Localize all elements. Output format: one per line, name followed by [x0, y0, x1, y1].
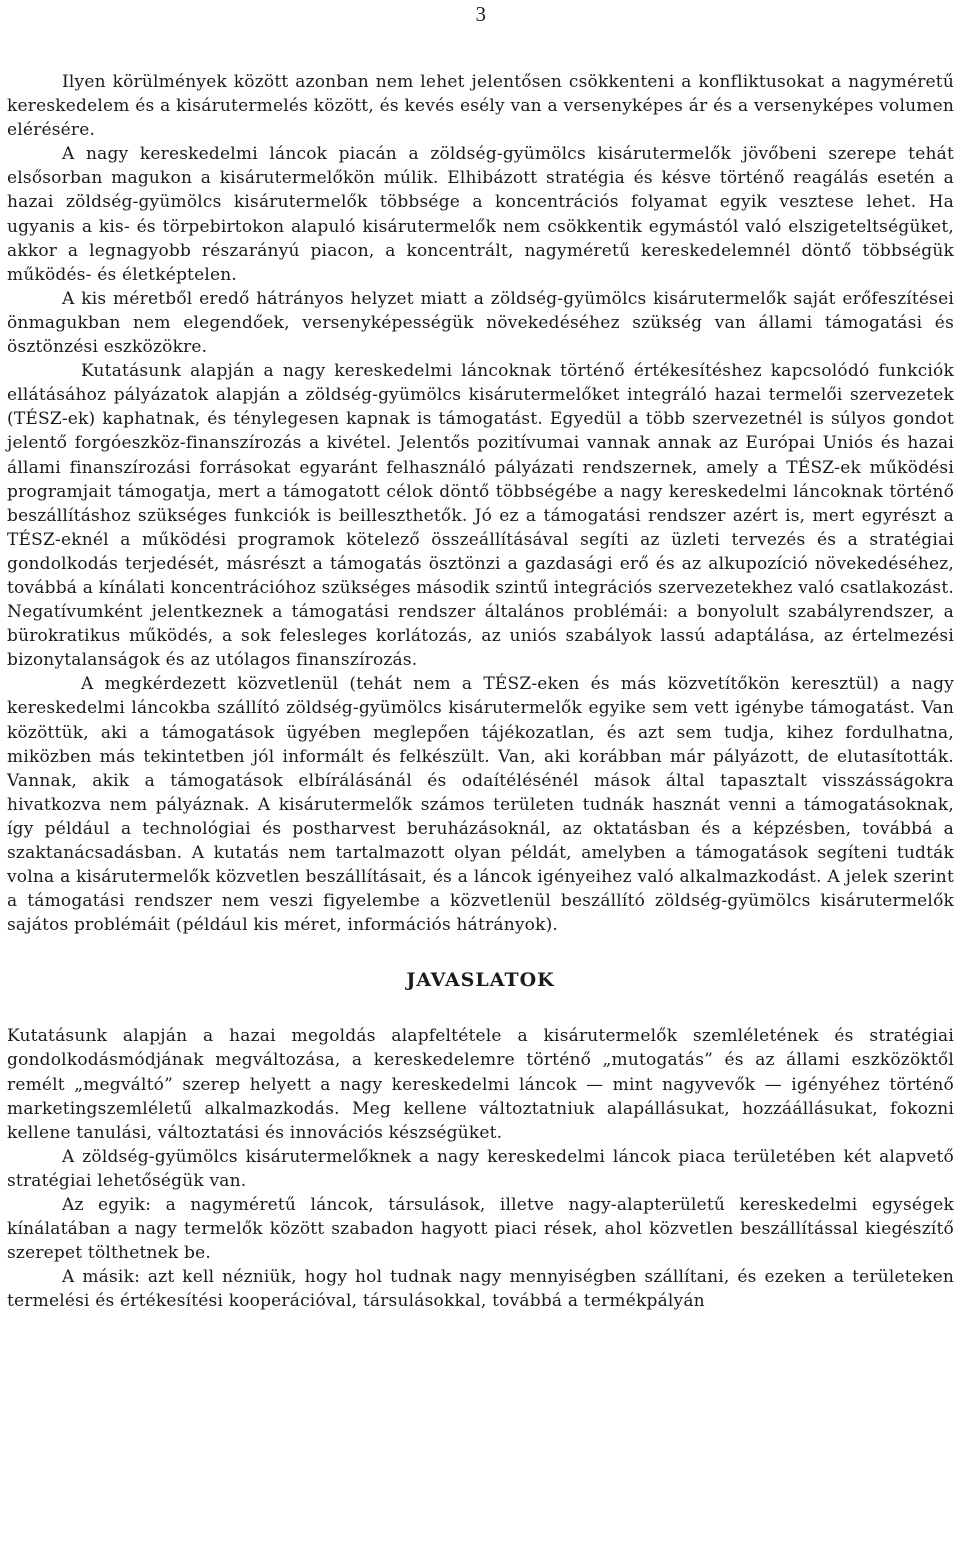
section-heading: JAVASLATOK	[406, 969, 555, 992]
paragraph: A nagy kereskedelmi láncok piacán a zöldség-gyümölcs kisárutermelők jövőbeni szerepe tehát elsősorban magukon a kisárutermelőkön múlik. Elhibázott stratégia és késve történő reagálás esetén a hazai zöldség-gyümölcs kisárutermelők többsége a koncentrációs folyamat egyik vesztese lehet. Ha ugyanis a kis- és törpebirtokon alapuló kisárutermelők nem csökkentik egymástól való elszigeteltségüket, akkor a legnagyobb részarányú piacon, a koncentrált, nagyméretű kereskedelemnél döntő többségük működés- és életképtelen.	[7, 144, 954, 285]
paragraph: Az egyik: a nagyméretű láncok, társulások, illetve nagy-alapterületű kereskedelmi egységek kínálatában a nagy termelők között szabadon hagyott piaci rések, ahol közvetlen beszállítással kiegészítő szerepet tölthetnek be.	[7, 1195, 954, 1264]
paragraph: Kutatásunk alapján a hazai megoldás alapfeltétele a kisárutermelők szemléletének és stratégiai gondolkodásmódjának megváltozása, a kereskedelemre történő „mutogatás” és az állami eszközöktől remélt „megváltó” szerep helyett a nagy kereskedelmi láncok — mint nagyvevők — igényéhez történő marketingszemléletű alkalmazkodás. Meg kellene változtatniuk alapállásukat, hozzáállásukat, fokozni kellene tanulási, változtatási és innovációs készségüket.	[7, 1026, 954, 1143]
paragraph: A zöldség-gyümölcs kisárutermelőknek a nagy kereskedelmi láncok piaca területében két alapvető stratégiai lehetőségük van.	[7, 1146, 954, 1191]
paragraph: A kis méretből eredő hátrányos helyzet miatt a zöldség-gyümölcs kisárutermelők saját erőfeszítései önmagukban nem elegendőek, versenyképességük növekedéséhez szükség van állami támogatási és ösztönzési eszközökre.	[7, 288, 954, 358]
document-body	[7, 70, 954, 1314]
paragraph: A megkérdezett közvetlenül (tehát nem a TÉSZ-eken és más közvetítőkön keresztül) a nagy kereskedelmi láncokba szállító zöldség-gyümölcs kisárutermelők egyike sem vett igénybe támogatást. Van közöttük, aki a támogatások ügyében meglepően tájékozatlan, és azt sem tudja, kihez fordulhatna, miközben más tekintetben jól informált és felkészült. Van, aki korábban már pályázott, de elutasították. Vannak, akik a támogatások elbírálásánál és odaítélésénél mások által tapasztalt visszásságokra hivatkozva nem pályáznak. A kisárutermelők számos területen tudnák hasznát venni a támogatásoknak, így például a technológiai és postharvest beruházásoknál, az oktatásban és a képzésben, továbbá a szaktanácsadásban. A kutatás nem tartalmazott olyan példát, amelyben a támogatások segíteni tudták volna a kisárutermelők közvetlen beszállításait, és a láncok igényeihez való alkalmazkodást. A jelek szerint a támogatási rendszer nem veszi figyelembe a közvetlenül beszállító zöldség-gyümölcs kisárutermelők sajátos problémáit (például kis méret, információs hátrányok).	[7, 674, 954, 936]
paragraph: A másik: azt kell nézniük, hogy hol tudnak nagy mennyiségben szállítani, és ezeken a területeken termelési és értékesítési kooperációval, társulásokkal, továbbá a termékpályán	[7, 1267, 954, 1312]
paragraph: Ilyen körülmények között azonban nem lehet jelentősen csökkenteni a konfliktusokat a nagyméretű kereskedelem és a kisárutermelés között, és kevés esély van a versenyképes ár és a versenyképes volumen elérésére.	[7, 72, 954, 141]
paragraph: Kutatásunk alapján a nagy kereskedelmi láncoknak történő értékesítéshez kapcsolódó funkciók ellátásához pályázatok alapján a zöldség-gyümölcs kisárutermelőket integráló hazai termelői szervezetek (TÉSZ-ek) kaphatnak, és ténylegesen kapnak is támogatást. Egyedül a több szervezetnél is súlyos gondot jelentő forgóeszköz-finanszírozás a kivétel. Jelentős pozitívumai vannak annak az Európai Uniós és hazai állami finanszírozási forrásokat egyaránt felhasználó pályázati rendszernek, amely a TÉSZ-ek működési programjait támogatja, mert a támogatott célok döntő többségébe a nagy kereskedelmi láncoknak történő beszállításhoz szükséges funkciók is beilleszthetők. Jó ez a támogatási rendszer azért is, mert egyrészt a TÉSZ-eknél a működési programok kötelező összeállításával segíti az üzleti tervezés és a stratégiai gondolkodás terjedését, másrészt a támogatás ösztönzi a gazdasági erő és az alkupozíció növekedéséhez, továbbá a kínálati koncentrációhoz szükséges második szintű integrációs szervezetekhez való csatlakozást. Negatívumként jelentkeznek a támogatási rendszer általános problémái: a bonyolult szabályrendszer, a bürokratikus működés, a sok felesleges korlátozás, az uniós szabályok lassú adaptálása, az értelmezési bizonytalanságok és az utólagos finanszírozás.	[7, 361, 954, 671]
page-number: 3	[475, 2, 486, 26]
